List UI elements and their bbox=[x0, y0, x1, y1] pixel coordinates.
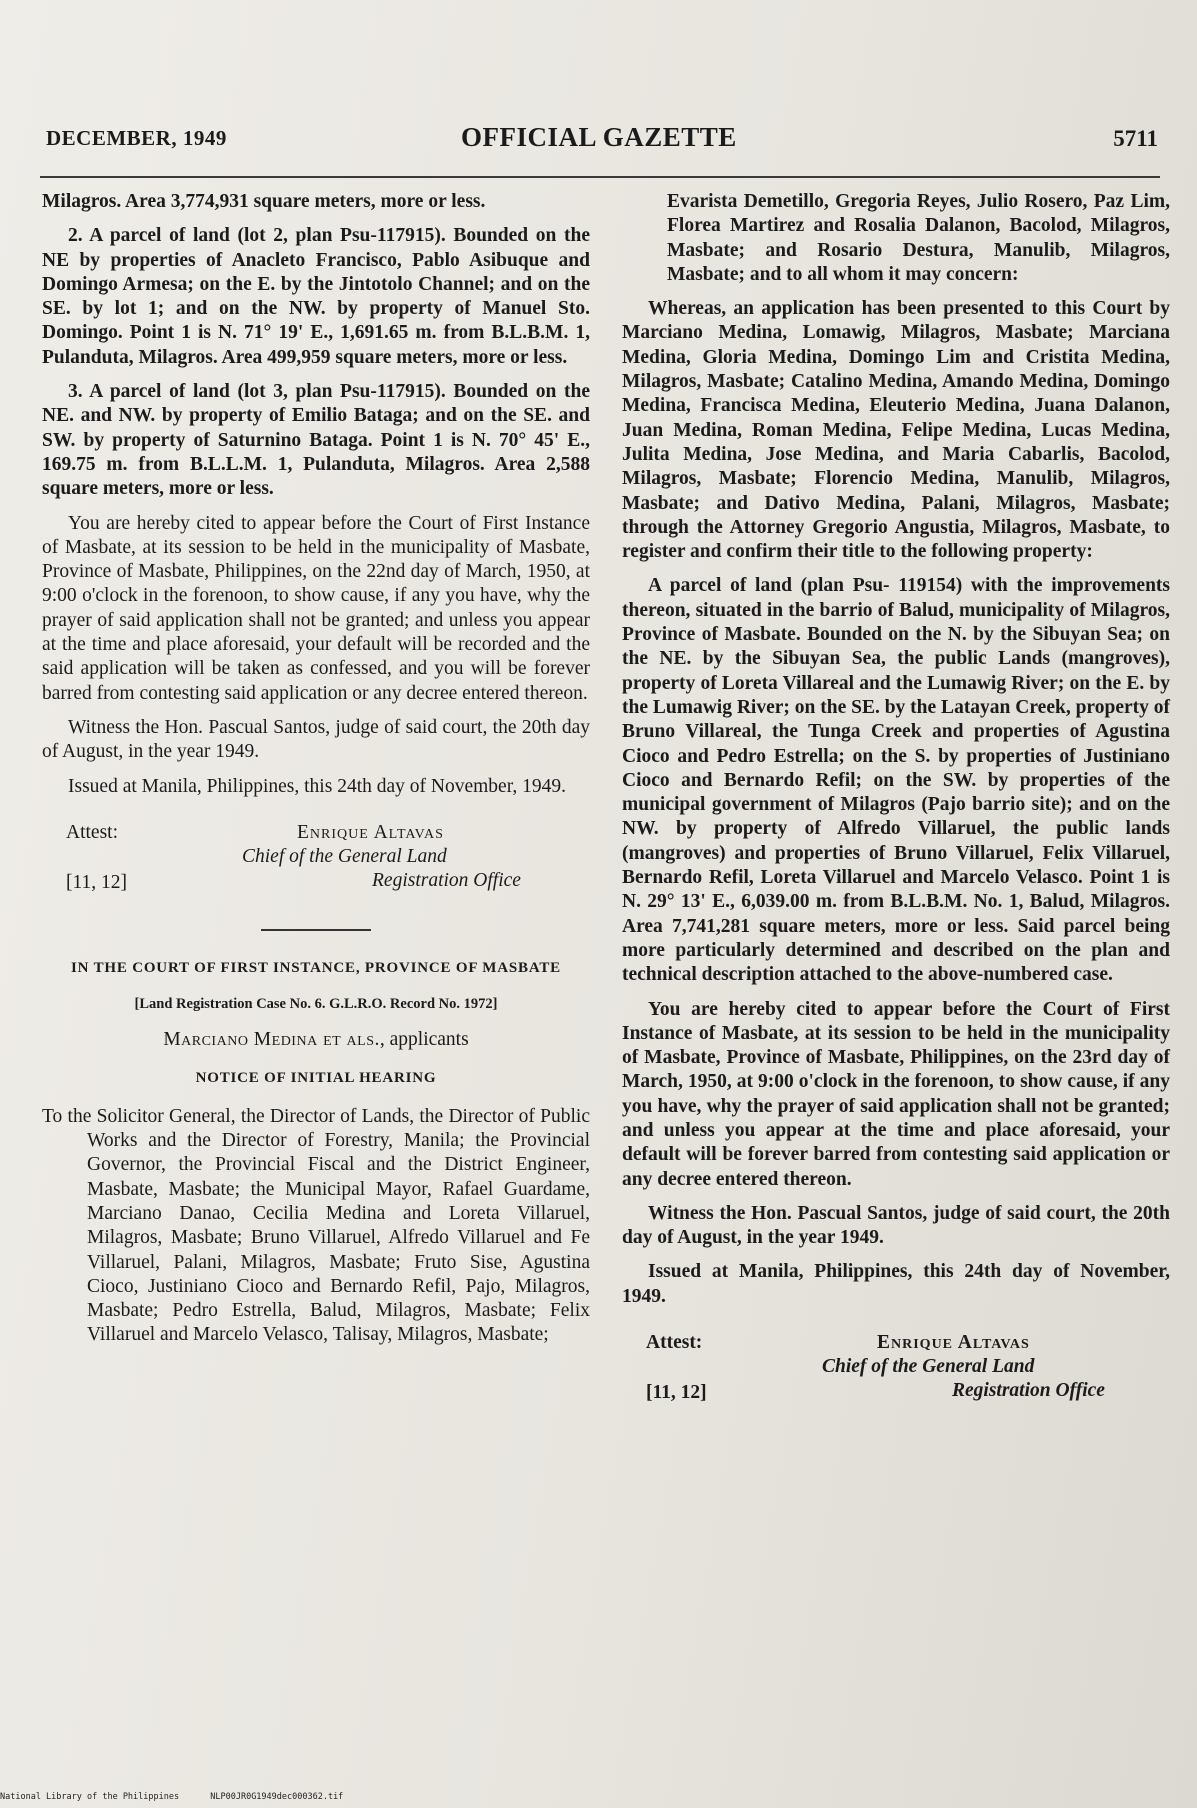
attest-title-line2: Registration Office bbox=[372, 869, 521, 891]
attest-label-right: Attest: bbox=[646, 1332, 703, 1354]
continued-paragraph: Milagros. Area 3,774,931 square meters, more or less. bbox=[42, 191, 486, 212]
page-header bbox=[46, 122, 1158, 162]
attest-title-line2-right: Registration Office bbox=[952, 1380, 1105, 1402]
addressees-paragraph: To the Solicitor General, the Director of Lands, the Director of Public Works and the Director of Forestry, Manila; the Provincial Governor, the Provincial Fiscal and the District Engineer, Masbate, Masbate; the Municipal Mayor, Rafael Guardame, Marciano Danao, Cecilia Medina and Loreta Villaruel, Milagros, Masbate; Bruno Villaruel, Alfredo Villaruel and Fe Villaruel, Palani, Milagros, Masbate; Fruto Sise, Agustina Cioco, Justiniano Cioco and Bernardo Refil, Pajo, Milagros, Masbate; Pedro Estrella, Balud, Milagros, Masbate; Felix Villaruel and Marcelo Velasco, Talisay, Milagros, Masbate; bbox=[42, 1105, 590, 1346]
witness-paragraph: Witness the Hon. Pascual Santos, judge of said court, the 20th day of August, in the year 1949. bbox=[42, 716, 590, 763]
witness-paragraph-right: Witness the Hon. Pascual Santos, judge of said court, the 20th day of August, in the year 1949. bbox=[622, 1202, 1170, 1249]
attest-reference-right: [11, 12] bbox=[646, 1382, 707, 1404]
page-number: 5711 bbox=[1113, 126, 1158, 151]
attest-title-line1: Chief of the General Land bbox=[242, 845, 447, 867]
attest-name: Enrique Altavas bbox=[297, 821, 444, 843]
lot-2-description: 2. A parcel of land (lot 2, plan Psu-117915). Bounded on the NE by properties of Anacleto Francisco, Pablo Asibuque and Domingo Armesa; on the E. by the Jintotolo Channel; and on the SE. by lot 1; and on the NW. by property of Manuel Sto. Domingo. Point 1 is N. 71° 19' E., 1,691.65 m. from B.L.B.M. 1, Pulanduta, Milagros. Area 499,959 square meters, more or less. bbox=[42, 225, 590, 368]
issued-paragraph-right: Issued at Manila, Philippines, this 24th day of November, 1949. bbox=[622, 1261, 1170, 1307]
issued-paragraph: Issued at Manila, Philippines, this 24th day of November, 1949. bbox=[68, 775, 567, 797]
notice-title: NOTICE OF INITIAL HEARING bbox=[195, 1070, 437, 1087]
library-name: National Library of the Philippines bbox=[0, 1792, 180, 1802]
applicants-suffix: , applicants bbox=[379, 1029, 469, 1051]
citation-paragraph: You are hereby cited to appear before the Court of First Instance of Masbate, at its session to be held in the municipality of Masbate, Province of Masbate, Philippines, on the 22nd day of March, 1950, at 9:00 o'clock in the forenoon, to show cause, if any you have, why the prayer of said application shall not be granted; and unless you appear at the time and place aforesaid, your default will be recorded and the said application will be taken as confessed, and you will be forever barred from contesting said application or any decree entered thereon. bbox=[42, 512, 590, 704]
scan-filename: NLP00JR0G1949dec000362.tif bbox=[210, 1792, 344, 1802]
section-divider bbox=[261, 929, 371, 931]
scan-footer bbox=[0, 1792, 369, 1802]
attest-title-line1-right: Chief of the General Land bbox=[822, 1356, 1035, 1378]
attest-block-right bbox=[622, 1331, 1170, 1409]
case-line: [Land Registration Case No. 6. G.L.R.O. Record No. 1972] bbox=[134, 995, 498, 1012]
addressees-continued: Evarista Demetillo, Gregoria Reyes, Julio Rosero, Paz Lim, Florea Martirez and Rosalia Dalanon, Bacolod, Milagros, Masbate; and Rosario Destura, Manulib, Milagros, Masbate; and to all whom it may concern: bbox=[667, 191, 1170, 285]
attest-name-right: Enrique Altavas bbox=[877, 1332, 1030, 1354]
whereas-paragraph: Whereas, an application has been presented to this Court by Marciano Medina, Lomawig, Milagros, Masbate; Marciana Medina, Gloria Medina, Domingo Lim and Cristita Medina, Milagros, Masbate; Catalino Medina, Amando Medina, Domingo Medina, Francisca Medina, Eleuterio Medina, Juana Dalanon, Juan Medina, Roman Medina, Felipe Medina, Lucas Medina, Julita Medina, Jose Medina, and Maria Cabarlis, Bacolod, Milagros, Masbate; Florencio Medina, Manulib, Milagros, Masbate; and Dativo Medina, Palani, Milagros, Masbate; through the Attorney Gregorio Angustia, Milagros, Masbate, to register and confirm their title to the following property: bbox=[622, 298, 1170, 563]
citation-paragraph-right: You are hereby cited to appear before the Court of First Instance of Masbate, at its session to be held in the municipality of Masbate, Province of Masbate, Philippines, on the 23rd day of March, 1950, at 9:00 o'clock in the forenoon, to show cause, if any you have, why the prayer of said application shall not be granted; and unless you appear at the time and place aforesaid, your default will be forever barred from contesting said application or any decree entered thereon. bbox=[622, 998, 1170, 1190]
attest-reference: [11, 12] bbox=[66, 871, 128, 893]
applicants-line bbox=[42, 1028, 590, 1052]
header-rule bbox=[40, 176, 1160, 178]
lot-3-description: 3. A parcel of land (lot 3, plan Psu-117915). Bounded on the NE. and NW. by property of Emilio Bataga; and on the SE. and SW. by property of Saturnino Bataga. Point 1 is N. 70° 45' E., 169.75 m. from B.L.L.M. 1, Pulanduta, Milagros. Area 2,588 square meters, more or less. bbox=[42, 381, 590, 500]
left-column bbox=[42, 190, 590, 1358]
right-column bbox=[622, 190, 1170, 1409]
publication-title: OFFICIAL GAZETTE bbox=[461, 122, 737, 152]
applicants-name: Marciano Medina et als. bbox=[163, 1029, 380, 1051]
attest-label: Attest: bbox=[66, 821, 118, 843]
parcel-description: A parcel of land (plan Psu- 119154) with the improvements thereon, situated in the barrio of Balud, municipality of Milagros, Province of Masbate. Bounded on the N. by the Sibuyan Sea; on the NE. by the Sibuyan Sea, the public Lands (mangroves), property of Loreta Villareal and the Lumawig River; on the E. by the Lumawig River; on the SE. by the Latayan Creek, property of Bruno Villareal, the Tunga Creek and properties of Agustina Cioco and Pedro Estrella; on the S. by properties of Justiniano Cioco and Bernardo Refil; on the SW. by properties of the municipal government of Milagros (Pajo barrio site); and on the NW. by property of Alfredo Villaruel, the public lands (mangroves) and properties of Bruno Villaruel, Felix Villaruel, Bernardo Refil, Loreta Villaruel and Marcelo Velasco. Point 1 is N. 29° 13' E., 6,039.00 m. from B.L.B.M. No. 1, Balud, Milagros. Area 7,741,281 square meters, more or less. Said parcel being more particularly determined and described on the plan and technical description attached to the above-numbered case. bbox=[622, 575, 1170, 986]
attest-block bbox=[42, 821, 590, 899]
court-heading: IN THE COURT OF FIRST INSTANCE, PROVINCE OF MASBATE bbox=[71, 959, 561, 976]
issue-date: DECEMBER, 1949 bbox=[46, 126, 227, 150]
